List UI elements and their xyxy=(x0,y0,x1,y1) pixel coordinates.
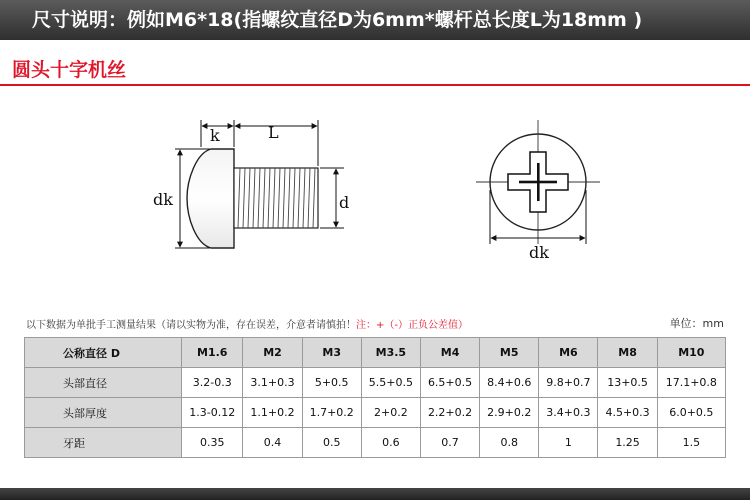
table-cell: 1.1+0.2 xyxy=(243,398,302,428)
size-header: M6 xyxy=(539,338,598,368)
header-bar xyxy=(0,0,750,40)
row-label: 头部直径 xyxy=(25,368,182,398)
table-cell: 0.6 xyxy=(361,428,420,458)
screw-head-side xyxy=(187,149,234,248)
table-cell: 5+0.5 xyxy=(302,368,361,398)
size-header: M5 xyxy=(480,338,539,368)
table-cell: 9.8+0.7 xyxy=(539,368,598,398)
screw-diagram xyxy=(0,86,750,311)
table-cell: 17.1+0.8 xyxy=(657,368,725,398)
table-cell: 1 xyxy=(539,428,598,458)
table-cell: 1.3-0.12 xyxy=(182,398,243,428)
row-label: 牙距 xyxy=(25,428,182,458)
table-cell: 2.9+0.2 xyxy=(480,398,539,428)
table-cell: 0.4 xyxy=(243,428,302,458)
dim-label-d: d xyxy=(339,193,350,212)
table-cell: 4.5+0.3 xyxy=(598,398,657,428)
table-cell: 1.5 xyxy=(657,428,725,458)
row-label: 头部厚度 xyxy=(25,398,182,428)
table-cell: 3.1+0.3 xyxy=(243,368,302,398)
table-cell: 0.5 xyxy=(302,428,361,458)
table-cell: 0.35 xyxy=(182,428,243,458)
header-text: 尺寸说明：例如M6*18(指螺纹直径D为6mm*螺杆总长度L为18mm ) xyxy=(32,9,643,31)
table-cell: 3.2-0.3 xyxy=(182,368,243,398)
table-cell: 2.2+0.2 xyxy=(420,398,479,428)
note-text: 以下数据为单批手工测量结果（请以实物为准，存在误差，介意者请慎拍！ xyxy=(26,320,356,331)
size-header: M1.6 xyxy=(182,338,243,368)
screw-shank-side xyxy=(234,168,318,228)
unit-label: 单位：mm xyxy=(669,317,724,330)
table-row xyxy=(25,398,726,428)
table-cell: 6.5+0.5 xyxy=(420,368,479,398)
table-cell: 13+0.5 xyxy=(598,368,657,398)
size-header: M3 xyxy=(302,338,361,368)
table-row xyxy=(25,368,726,398)
dim-label-dk: dk xyxy=(153,190,173,209)
dim-label-k: k xyxy=(210,126,220,145)
table-cell: 6.0+0.5 xyxy=(657,398,725,428)
spec-table xyxy=(24,337,726,458)
tolerance-note: 注：+（-）正负公差值） xyxy=(356,320,468,331)
size-header: M3.5 xyxy=(361,338,420,368)
table-cell: 2+0.2 xyxy=(361,398,420,428)
size-header: M10 xyxy=(657,338,725,368)
screw-head-top xyxy=(476,120,600,244)
table-header-row xyxy=(25,338,726,368)
table-cell: 5.5+0.5 xyxy=(361,368,420,398)
measurement-note xyxy=(26,316,468,331)
table-cell: 1.25 xyxy=(598,428,657,458)
table-cell: 1.7+0.2 xyxy=(302,398,361,428)
dim-label-L: L xyxy=(268,123,279,142)
size-header: M2 xyxy=(243,338,302,368)
size-header: M4 xyxy=(420,338,479,368)
size-header: M8 xyxy=(598,338,657,368)
table-cell: 0.8 xyxy=(480,428,539,458)
table-cell: 8.4+0.6 xyxy=(480,368,539,398)
table-row xyxy=(25,428,726,458)
page-title: 圆头十字机丝 xyxy=(12,59,127,81)
table-cell: 0.7 xyxy=(420,428,479,458)
table-corner-label: 公称直径 D xyxy=(25,338,182,368)
dim-label-dk-top: dk xyxy=(529,243,549,262)
table-cell: 3.4+0.3 xyxy=(539,398,598,428)
footer-bar xyxy=(0,488,750,500)
